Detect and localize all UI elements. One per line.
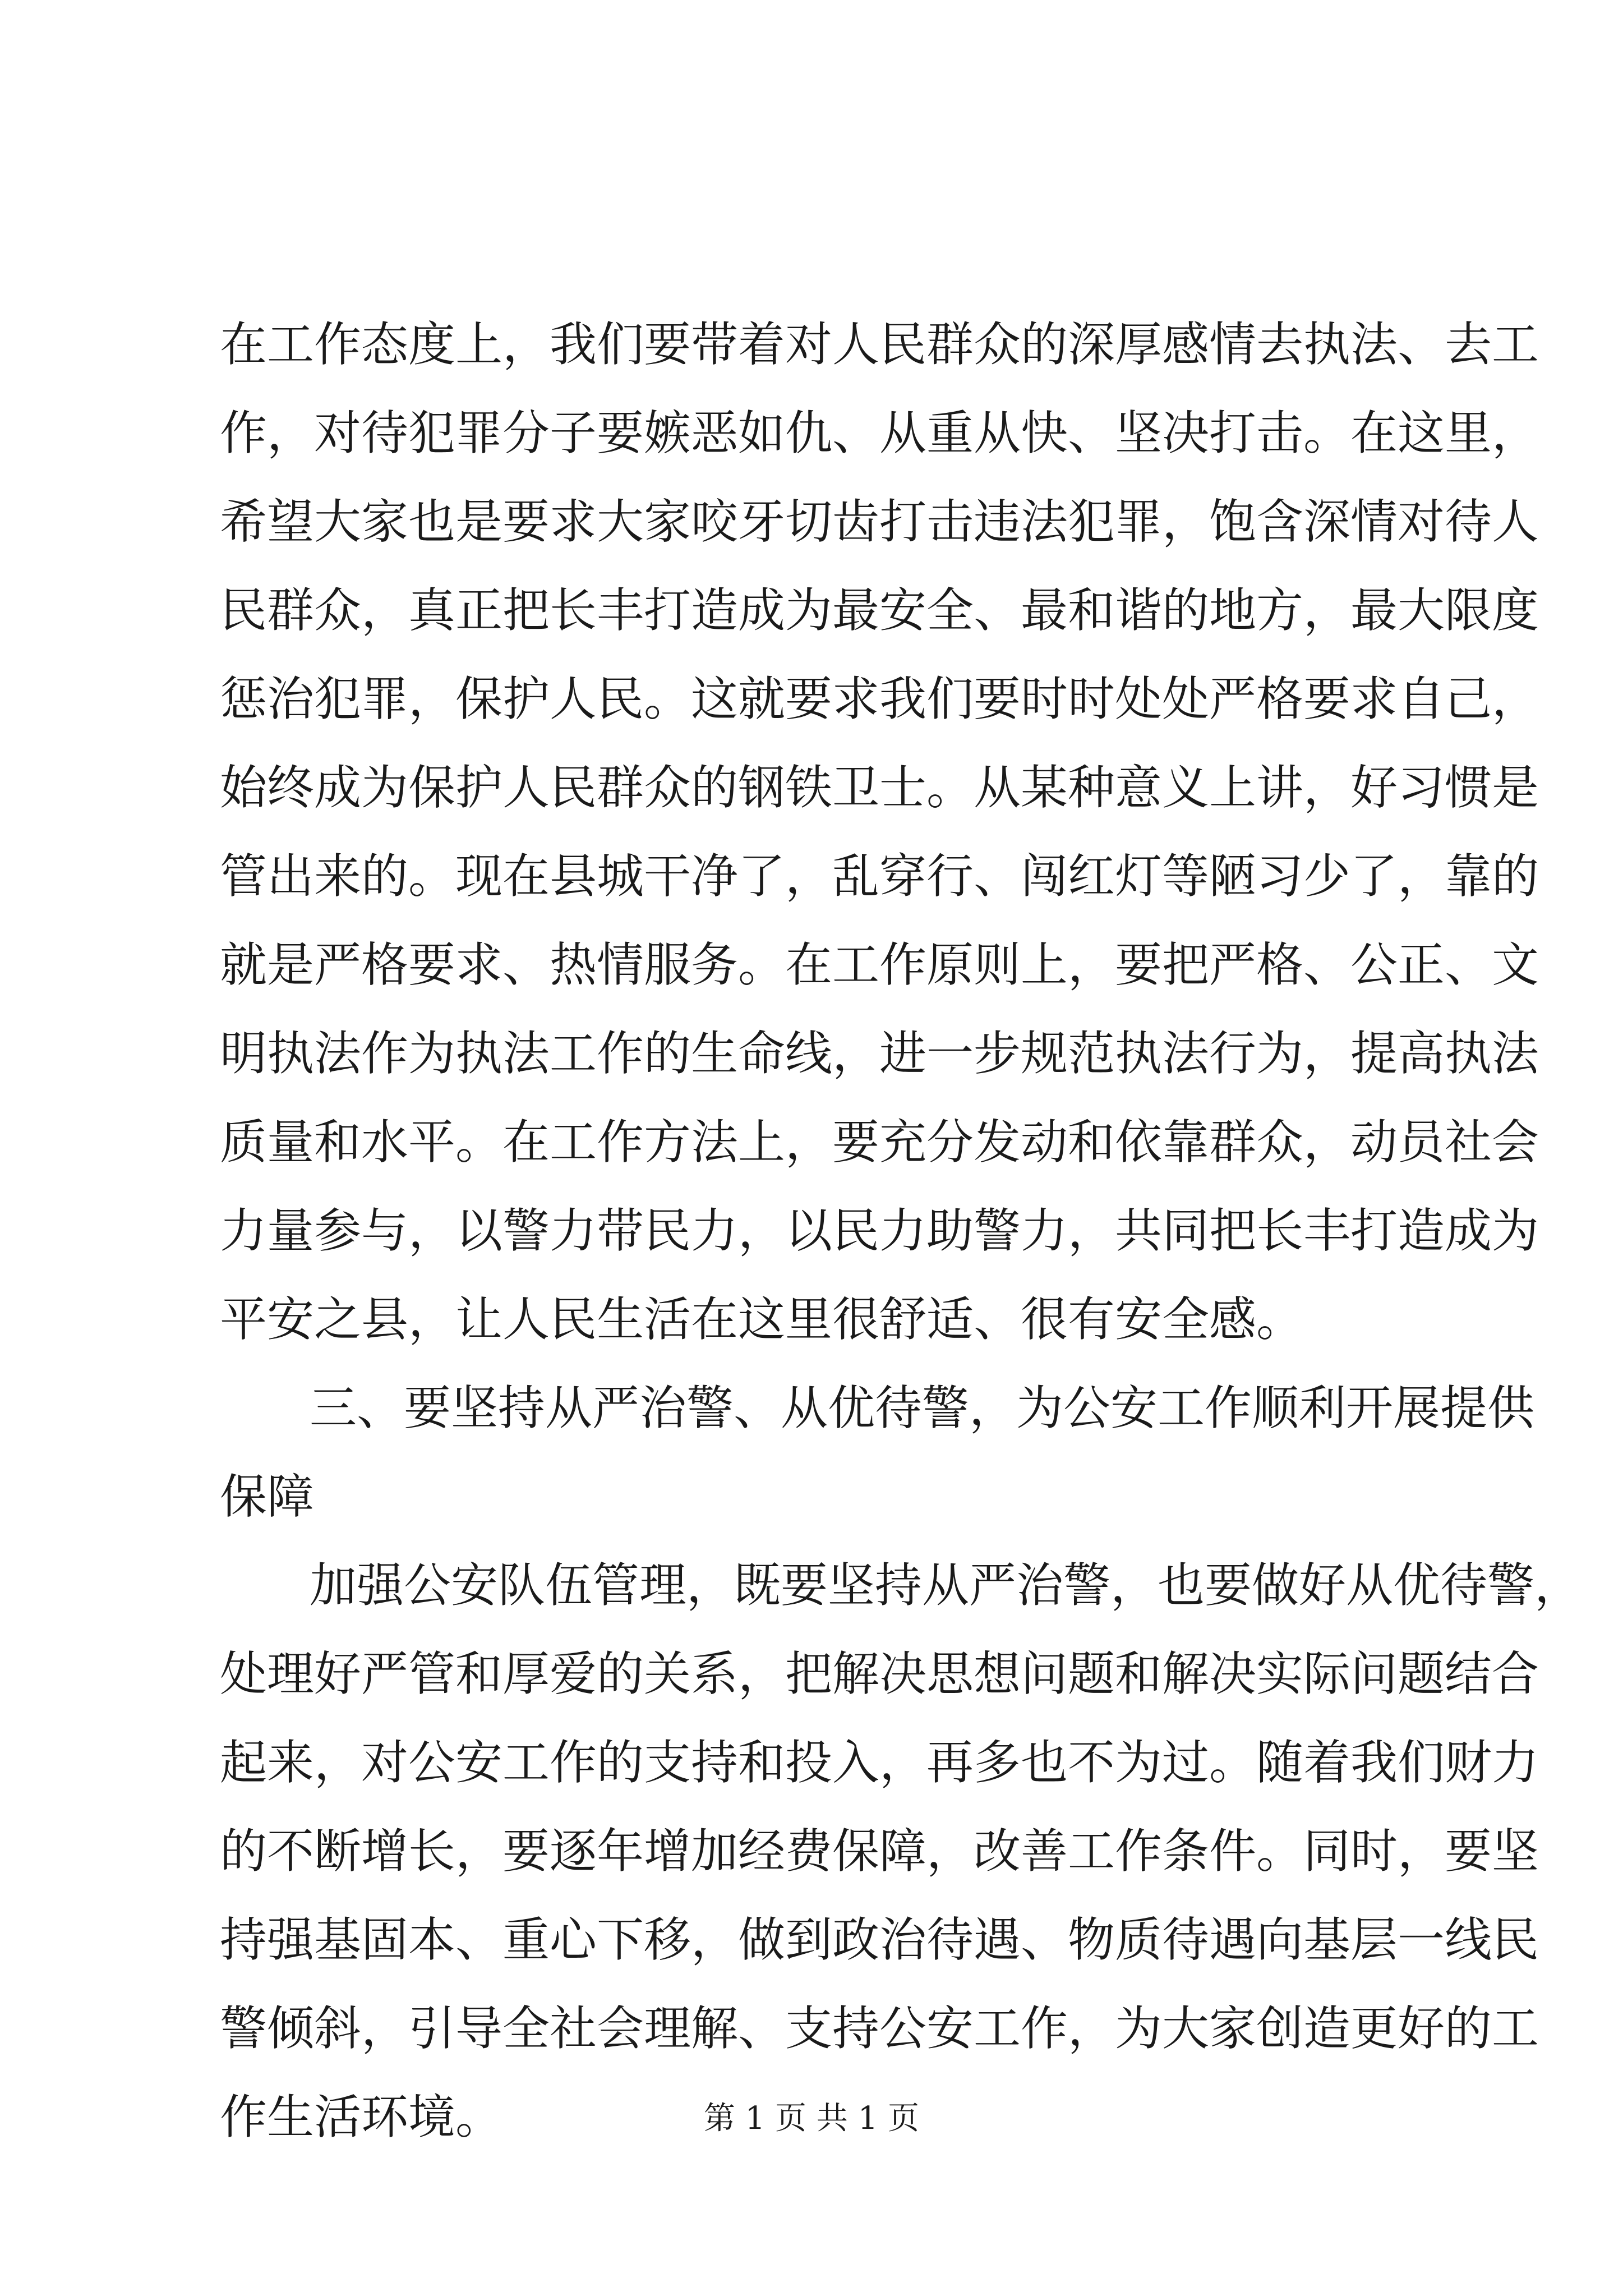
text-line: 警倾斜，引导全社会理解、支持公安工作，为大家创造更好的工 [220,2001,1539,2056]
text-line: 始终成为保护人民群众的钢铁卫士。从某种意义上讲，好习惯是 [220,760,1539,815]
text-line: 惩治犯罪，保护人民。这就要求我们要时时处处严格要求自己， [220,671,1539,726]
text-line: 的不断增长，要逐年增加经费保障，改善工作条件。同时，要坚 [220,1824,1539,1879]
paragraph-1 [220,300,1539,1364]
section-heading-3 [220,1364,1535,1541]
text-line: 质量和水平。在工作方法上，要充分发动和依靠群众，动员社会 [220,1115,1539,1170]
text-line: 持强基固本、重心下移，做到政治待遇、物质待遇向基层一线民 [220,1912,1539,1967]
text-line: 明执法作为执法工作的生命线，进一步规范执法行为，提高执法 [220,1026,1539,1081]
text-line: 加强公安队伍管理，既要坚持从严治警，也要做好从优待警， [310,1558,1582,1613]
text-line: 管出来的。现在县城干净了，乱穿行、闯红灯等陋习少了，靠的 [220,849,1539,904]
text-line: 民群众，真正把长丰打造成为最安全、最和谐的地方，最大限度 [220,583,1539,638]
text-line: 希望大家也是要求大家咬牙切齿打击违法犯罪，饱含深情对待人 [220,494,1539,549]
text-line: 作，对待犯罪分子要嫉恶如仇、从重从快、坚决打击。在这里， [220,406,1539,461]
text-line: 处理好严管和厚爱的关系，把解决思想问题和解决实际问题结合 [220,1646,1539,1701]
text-line: 就是严格要求、热情服务。在工作原则上，要把严格、公正、文 [220,937,1539,992]
heading-line: 三、要坚持从严治警、从优待警，为公安工作顺利开展提供 [310,1381,1535,1435]
text-line: 力量参与，以警力带民力，以民力助警力，共同把长丰打造成为 [220,1203,1539,1258]
paragraph-2 [220,1541,1582,2161]
page-number-footer: 第 1 页 共 1 页 [703,2100,920,2137]
text-line: 起来，对公安工作的支持和投入，再多也不为过。随着我们财力 [220,1735,1539,1790]
text-line: 作生活环境。 [220,2090,503,2145]
heading-line: 保障 [220,1469,315,1524]
document-body [220,300,1582,2161]
text-line: 在工作态度上，我们要带着对人民群众的深厚感情去执法、去工 [220,317,1539,372]
text-line: 平安之县，让人民生活在这里很舒适、很有安全感。 [220,1292,1304,1347]
